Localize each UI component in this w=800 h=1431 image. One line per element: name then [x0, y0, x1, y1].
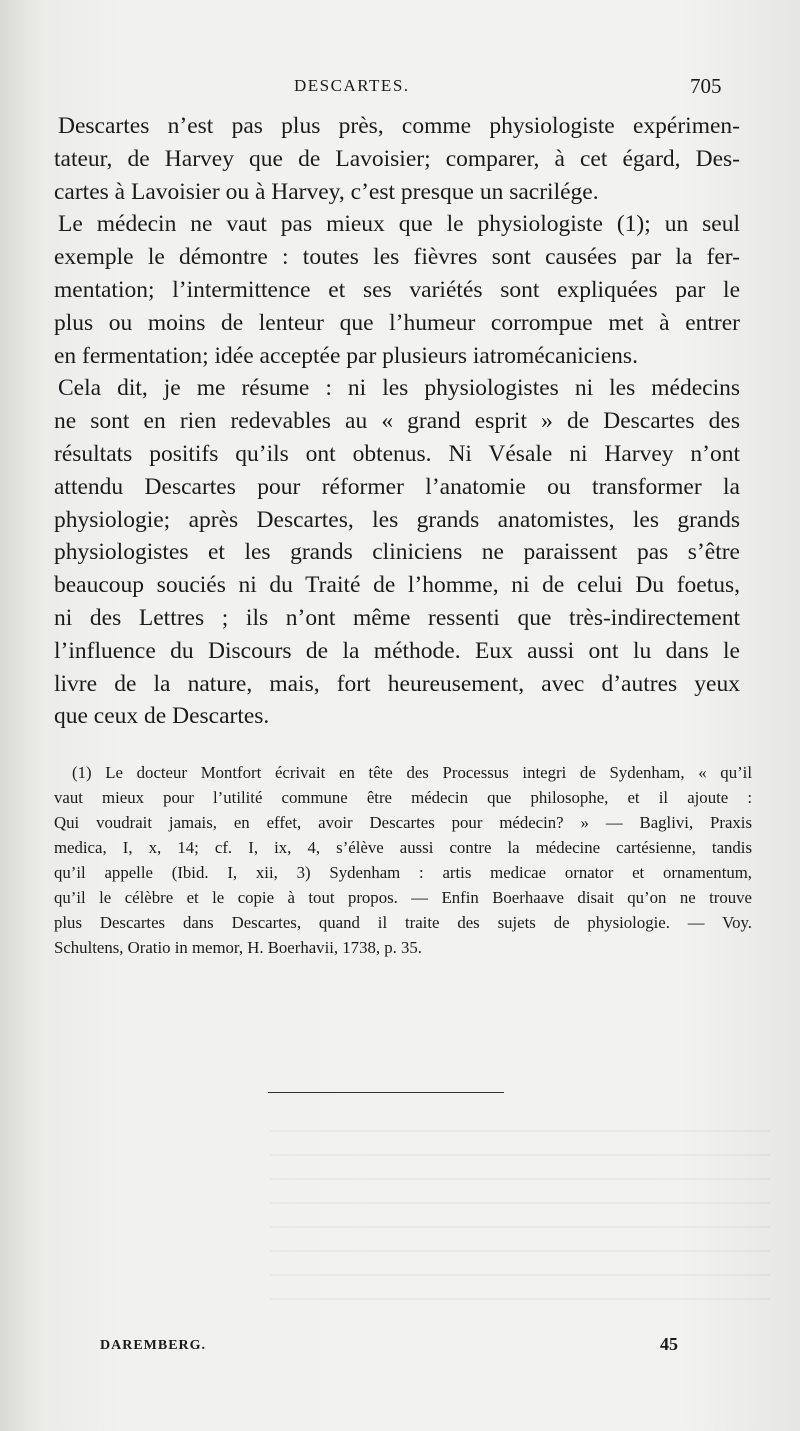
text-line: attendu Descartes pour réformer l’anatomie ou transformer la: [54, 473, 740, 500]
footnote-line: plus Descartes dans Descartes, quand il traite des sujets de physiologie. — Voy.: [54, 913, 752, 932]
text-line: physiologistes et les grands cliniciens ne paraissent pas s’être: [54, 539, 740, 566]
text-line: mentation; l’intermittence et ses variétés sont expliquées par le: [54, 276, 740, 303]
footnote-line: Schultens, Oratio in memor, H. Boerhavii, 1738, p. 35.: [54, 938, 422, 957]
text-line: exemple le démontre : toutes les fièvres sont causées par la fer-: [54, 244, 740, 271]
running-head: [0, 74, 800, 102]
text-line: cartes à Lavoisier ou à Harvey, c’est presque un sacrilége.: [54, 178, 599, 205]
text-line: tateur, de Harvey que de Lavoisier; comparer, à cet égard, Des-: [54, 145, 740, 172]
text-line: livre de la nature, mais, fort heureusement, avec d’autres yeux: [54, 670, 740, 697]
separator-rule: [268, 1092, 504, 1093]
text-line: beaucoup souciés ni du Traité de l’homme, ni de celui Du foetus,: [54, 572, 740, 599]
footnote-line: qu’il le célèbre et le copie à tout propos. — Enfin Boerhaave disait qu’on ne trouve: [54, 888, 752, 907]
text-line: Le médecin ne vaut pas mieux que le physiologiste (1); un seul: [58, 211, 740, 238]
page-number: 705: [690, 74, 722, 98]
text-line: Descartes n’est pas plus près, comme physiologiste expérimen-: [58, 113, 740, 139]
text-line: ne sont en rien redevables au « grand esprit » de Descartes des: [54, 408, 740, 435]
text-line: plus ou moins de lenteur que l’humeur corrompue met à entrer: [54, 309, 740, 336]
footnotes: [54, 760, 752, 960]
text-line: physiologie; après Descartes, les grands anatomistes, les grands: [54, 506, 740, 533]
footnote-line: (1) Le docteur Montfort écrivait en tête des Processus integri de Sydenham, « qu’il: [72, 763, 752, 782]
text-line: en fermentation; idée acceptée par plusieurs iatromécaniciens.: [54, 342, 638, 369]
footnote-line: Qui voudrait jamais, en effet, avoir Descartes pour médecin? » — Baglivi, Praxis: [54, 813, 752, 832]
printer-signature: DAREMBERG.: [100, 1338, 207, 1353]
running-title: DESCARTES.: [294, 76, 410, 95]
text-line: que ceux de Descartes.: [54, 703, 270, 730]
text-line: ni des Lettres ; ils n’ont même ressenti que très-indirectement: [54, 604, 740, 631]
text-line: résultats positifs qu’ils ont obtenus. Ni Vésale ni Harvey n’ont: [54, 440, 740, 467]
footnote-line: medica, I, x, 14; cf. I, ix, 4, s’élève aussi contre la médecine cartésienne, tandis: [54, 838, 752, 857]
main-text: [54, 110, 740, 733]
text-line: l’influence du Discours de la méthode. Eux aussi ont lu dans le: [54, 637, 740, 664]
footnote-line: qu’il appelle (Ibid. I, xii, 3) Sydenham : artis medicae ornator et ornamentum,: [54, 863, 752, 882]
text-line: Cela dit, je me résume : ni les physiologistes ni les médecins: [58, 375, 740, 402]
show-through-text: [270, 1130, 770, 1320]
sheet-number: 45: [660, 1334, 678, 1354]
footnote-line: vaut mieux pour l’utilité commune être médecin que philosophe, et il ajoute :: [54, 788, 752, 807]
